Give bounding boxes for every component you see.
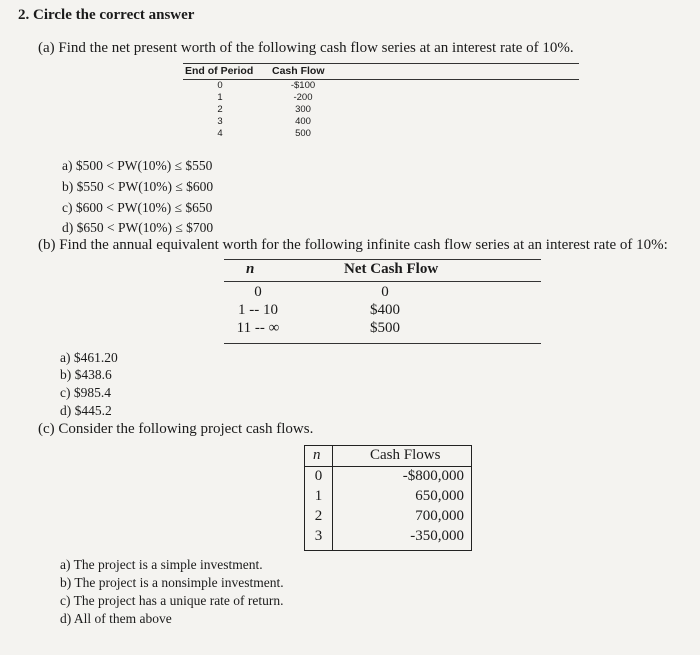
period-column — [305, 468, 332, 548]
part-b-option-b[interactable]: b) $438.6 — [60, 367, 112, 382]
table-cell-cashflow: -$800,000 — [402, 468, 464, 484]
table-cell-period: 3 — [217, 116, 223, 127]
table-column-divider — [332, 445, 333, 550]
part-a-option-a[interactable]: a) $500 < PW(10%) ≤ $550 — [62, 158, 213, 173]
part-c-option-c[interactable]: c) The project has a unique rate of return. — [60, 593, 284, 608]
period-column — [228, 284, 288, 338]
part-b-option-a[interactable]: a) $461.20 — [60, 350, 118, 365]
table-cell-cashflow: 500 — [295, 128, 311, 139]
table-cell-period: 2 — [217, 104, 223, 115]
part-a-option-c[interactable]: c) $600 < PW(10%) ≤ $650 — [62, 200, 213, 215]
table-header-n: n — [246, 261, 255, 277]
table-cell-period: 4 — [217, 128, 223, 139]
table-bottom-rule — [224, 343, 541, 344]
table-header-n: n — [313, 447, 321, 463]
part-a-option-d[interactable]: d) $650 < PW(10%) ≤ $700 — [62, 220, 214, 235]
table-cell-period: 0 — [314, 468, 323, 484]
table-header-net-cashflow: Net Cash Flow — [344, 261, 439, 277]
cashflow-column — [336, 468, 464, 548]
part-c-option-d[interactable]: d) All of them above — [60, 611, 172, 626]
table-cell-period: 1 -- 10 — [238, 302, 278, 318]
table-cell-cashflow: 0 — [381, 284, 389, 300]
table-cell-period: 11 -- ∞ — [236, 320, 280, 336]
table-header-period: End of Period — [185, 65, 254, 77]
table-cell-cashflow: 700,000 — [415, 508, 464, 524]
table-cell-cashflow: -$100 — [290, 80, 316, 91]
table-header-cashflow: Cash Flow — [272, 65, 325, 77]
part-b-option-c[interactable]: c) $985.4 — [60, 385, 111, 400]
part-c-option-b[interactable]: b) The project is a nonsimple investment. — [60, 575, 284, 590]
table-cell-cashflow: $400 — [370, 302, 400, 318]
table-cell-cashflow: 400 — [295, 116, 311, 127]
part-c-prompt: (c) Consider the following project cash flows. — [38, 421, 314, 437]
part-b-option-d[interactable]: d) $445.2 — [60, 403, 112, 418]
table-cell-cashflow: 650,000 — [415, 488, 464, 504]
table-cell-cashflow: -350,000 — [410, 528, 464, 544]
cashflow-column — [280, 80, 326, 140]
period-column — [200, 80, 240, 140]
part-b-prompt: (b) Find the annual equivalent worth for the following infinite cash flow series at an interest rate of 10%: — [38, 237, 668, 253]
table-header-rule — [304, 466, 471, 467]
part-c-option-a[interactable]: a) The project is a simple investment. — [60, 557, 263, 572]
table-cell-cashflow: -200 — [293, 92, 313, 103]
table-cell-period: 3 — [314, 528, 323, 544]
table-cell-period: 1 — [217, 92, 223, 103]
part-a-option-b[interactable]: b) $550 < PW(10%) ≤ $600 — [62, 179, 214, 194]
table-cell-cashflow: 300 — [295, 104, 311, 115]
table-cell-period: 0 — [217, 80, 223, 91]
table-cell-cashflow: $500 — [370, 320, 400, 336]
table-header-cashflows: Cash Flows — [370, 447, 441, 463]
table-cell-period: 2 — [314, 508, 323, 524]
table-header-rule — [183, 79, 579, 80]
table-cell-period: 1 — [314, 488, 323, 504]
question-title: 2. Circle the correct answer — [18, 7, 195, 23]
part-a-prompt: (a) Find the net present worth of the following cash flow series at an interest rate of 10%. — [38, 40, 574, 56]
table-top-rule — [224, 259, 541, 260]
table-cell-period: 0 — [254, 284, 262, 300]
cashflow-column — [355, 284, 415, 338]
table-header-rule — [224, 281, 541, 282]
table-top-rule — [183, 63, 579, 64]
